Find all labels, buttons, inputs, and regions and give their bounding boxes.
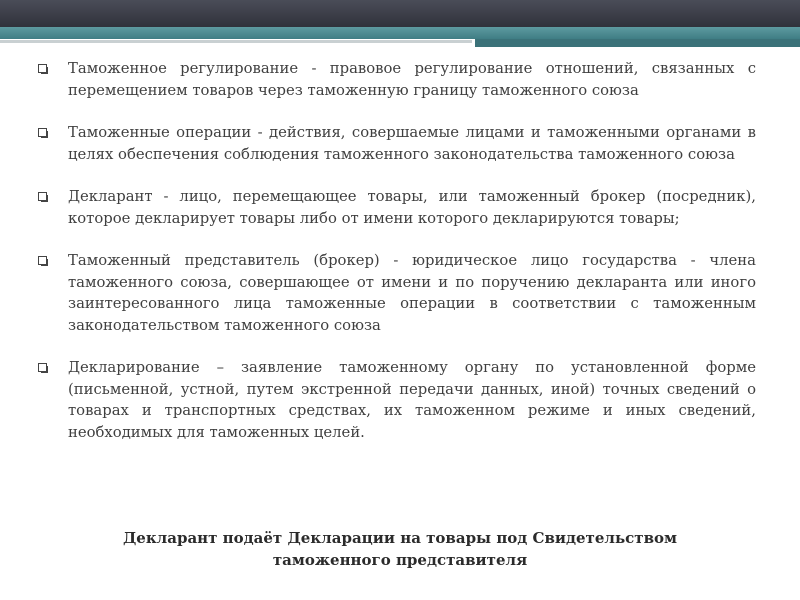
bullet-list bbox=[38, 58, 756, 464]
bullet-text: Декларирование – заявление таможенному органу по установленной форме (письменной, устной, путем экстренной передачи данных, иной) точных сведений о товарах и транспортных средствах, их таможенном режиме и иных сведений, необходимых для таможенных целей. bbox=[68, 359, 756, 441]
list-item bbox=[38, 122, 756, 165]
divider-right bbox=[475, 39, 800, 47]
conclusion bbox=[40, 527, 760, 571]
bullet-text: Таможенный представитель (брокер) - юридическое лицо государства - члена таможенного союза, совершающее от имени и по поручению декларанта или иного заинтересованного лица таможенные операции в соответствии с таможенным законодательством таможенного союза bbox=[68, 252, 756, 334]
list-item bbox=[38, 58, 756, 101]
conclusion-line-1: Декларант подаёт Декларации на товары под Свидетельством bbox=[122, 529, 678, 547]
list-item bbox=[38, 357, 756, 443]
checkbox-bullet-icon bbox=[38, 128, 52, 136]
list-item bbox=[38, 186, 756, 229]
checkbox-bullet-icon bbox=[38, 363, 52, 371]
divider-left bbox=[0, 40, 472, 43]
list-item bbox=[38, 250, 756, 336]
checkbox-bullet-icon bbox=[38, 64, 52, 72]
checkbox-bullet-icon bbox=[38, 256, 52, 264]
bullet-text: Таможенное регулирование - правовое регулирование отношений, связанных с перемещением товаров через таможенную границу таможенного союза bbox=[68, 60, 756, 99]
bullet-text: Таможенные операции - действия, совершаемые лицами и таможенными органами в целях обеспечения соблюдения таможенного законодательства таможенного союза bbox=[68, 124, 756, 163]
header-band bbox=[0, 0, 800, 27]
checkbox-bullet-icon bbox=[38, 192, 52, 200]
conclusion-line-2: таможенного представителя bbox=[272, 551, 528, 569]
bullet-text: Декларант - лицо, перемещающее товары, или таможенный брокер (посредник), которое декларирует товары либо от имени которого декларируются товары; bbox=[68, 188, 756, 227]
header-accent-band bbox=[0, 27, 800, 39]
